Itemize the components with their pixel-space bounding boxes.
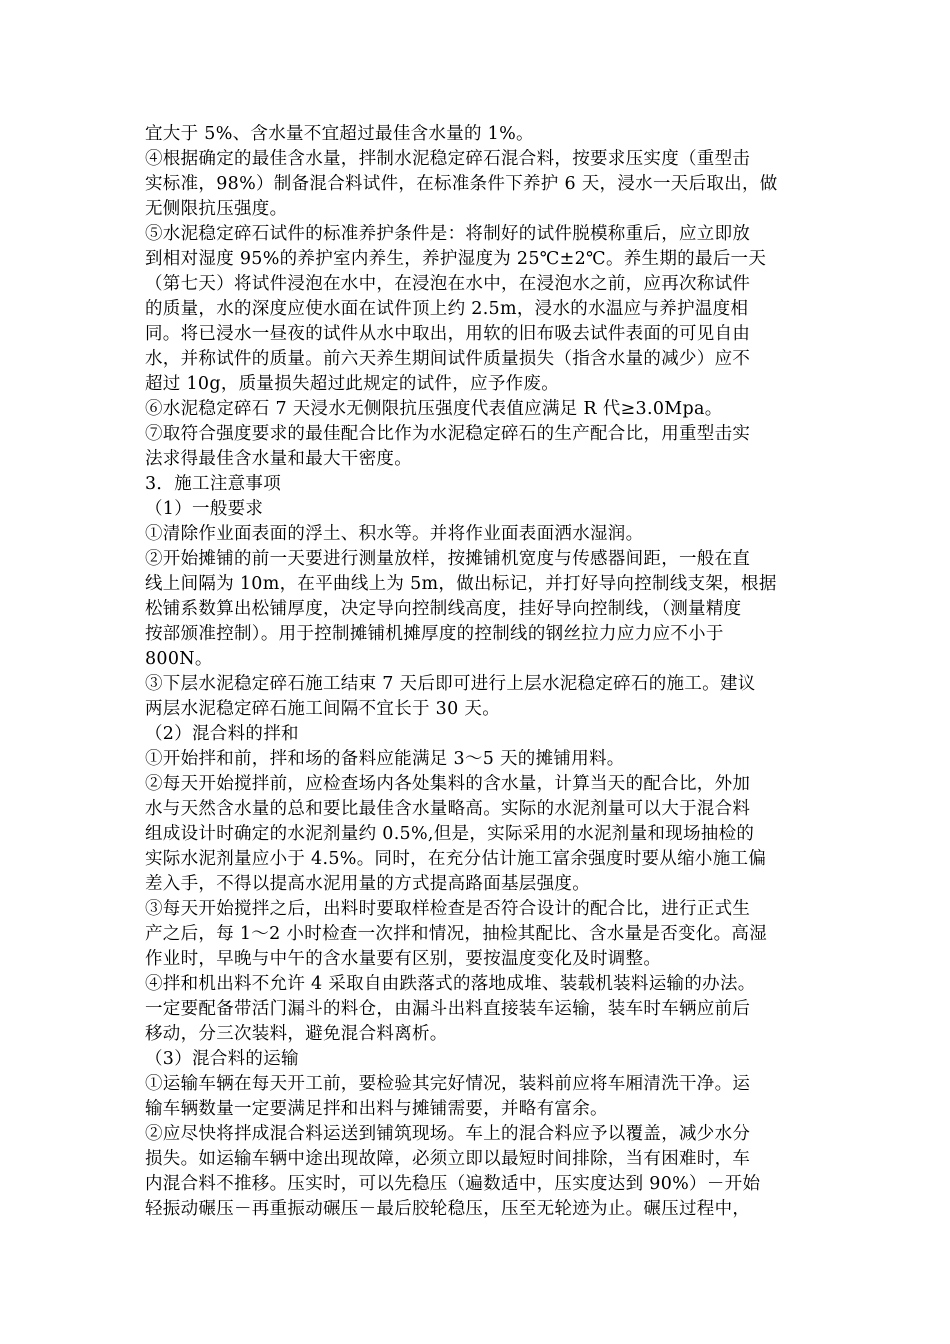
text-line: ⑤水泥稳定碎石试件的标准养护条件是：将制好的试件脱模称重后，应立即放 bbox=[145, 224, 751, 244]
text-line: ⑥水泥稳定碎石 7 天浸水无侧限抗压强度代表值应满足 R 代≥3.0Mpa。 bbox=[145, 399, 723, 419]
text-line: 按部颁准控制）。用于控制摊铺机摊厚度的控制线的钢丝拉力应力应不小于 bbox=[145, 624, 724, 644]
text-line: 移动，分三次装料，避免混合料离析。 bbox=[145, 1024, 448, 1044]
text-line: ⑦取符合强度要求的最佳配合比作为水泥稳定碎石的生产配合比，用重型击实 bbox=[145, 424, 751, 444]
text-line: 输车辆数量一定要满足拌和出料与摊铺需要，并略有富余。 bbox=[145, 1099, 608, 1119]
text-line: 水，并称试件的质量。前六天养生期间试件质量损失（指含水量的减少）应不 bbox=[145, 349, 751, 369]
document-body bbox=[145, 122, 813, 1222]
text-line: （第七天）将试件浸泡在水中，在浸泡在水中，在浸泡水之前，应再次称试件 bbox=[145, 274, 751, 294]
subsection-heading: （3）混合料的运输 bbox=[145, 1049, 299, 1069]
text-line: 实际水泥剂量应小于 4.5%。同时，在充分估计施工富余强度时要从缩小施工偏 bbox=[145, 849, 767, 869]
text-line: 轻振动碾压－再重振动碾压－最后胶轮稳压，压至无轮迹为止。碾压过程中， bbox=[145, 1199, 751, 1219]
text-line: 实标准，98%）制备混合料试件，在标准条件下养护 6 天，浸水一天后取出，做 bbox=[145, 174, 778, 194]
text-line: 一定要配备带活门漏斗的料仓，由漏斗出料直接装车运输，装车时车辆应前后 bbox=[145, 999, 751, 1019]
text-line: 宜大于 5%、含水量不宜超过最佳含水量的 1%。 bbox=[145, 124, 534, 144]
text-line: 作业时，早晚与中午的含水量要有区别，要按温度变化及时调整。 bbox=[145, 949, 662, 969]
text-line: 松铺系数算出松铺厚度，决定导向控制线高度，挂好导向控制线，（测量精度 bbox=[145, 599, 742, 619]
text-line: 800N。 bbox=[145, 649, 213, 669]
text-line: 内混合料不推移。压实时，可以先稳压（遍数适中，压实度达到 90%）－开始 bbox=[145, 1174, 761, 1194]
text-line: 损失。如运输车辆中途出现故障，必须立即以最短时间排除，当有困难时，车 bbox=[145, 1149, 751, 1169]
text-line: ①清除作业面表面的浮土、积水等。并将作业面表面洒水湿润。 bbox=[145, 524, 644, 544]
text-line: ③每天开始搅拌之后，出料时要取样检查是否符合设计的配合比，进行正式生 bbox=[145, 899, 751, 919]
text-line: 的质量，水的深度应使水面在试件顶上约 2.5m，浸水的水温应与养护温度相 bbox=[145, 299, 749, 319]
text-line: 产之后，每 1～2 小时检查一次拌和情况，抽检其配比、含水量是否变化。高湿 bbox=[145, 924, 767, 944]
text-line: 法求得最佳含水量和最大干密度。 bbox=[145, 449, 412, 469]
section-heading: 3．施工注意事项 bbox=[145, 474, 282, 494]
text-line: 水与天然含水量的总和要比最佳含水量略高。实际的水泥剂量可以大于混合料 bbox=[145, 799, 751, 819]
text-line: ③下层水泥稳定碎石施工结束 7 天后即可进行上层水泥稳定碎石的施工。建议 bbox=[145, 674, 756, 694]
subsection-heading: （1）一般要求 bbox=[145, 499, 264, 519]
text-line: ④拌和机出料不允许 4 采取自由跌落式的落地成堆、装载机装料运输的办法。 bbox=[145, 974, 756, 994]
text-line: ②每天开始搅拌前，应检查场内各处集料的含水量，计算当天的配合比，外加 bbox=[145, 774, 751, 794]
text-line: 无侧限抗压强度。 bbox=[145, 199, 288, 219]
text-line: 线上间隔为 10m，在平曲线上为 5m，做出标记，并打好导向控制线支架，根据 bbox=[145, 574, 777, 594]
text-line: 组成设计时确定的水泥剂量约 0.5%,但是，实际采用的水泥剂量和现场抽检的 bbox=[145, 824, 755, 844]
subsection-heading: （2）混合料的拌和 bbox=[145, 724, 299, 744]
text-line: ①开始拌和前，拌和场的备料应能满足 3～5 天的摊铺用料。 bbox=[145, 749, 625, 769]
text-line: 超过 10g，质量损失超过此规定的试件，应予作废。 bbox=[145, 374, 560, 394]
text-line: 两层水泥稳定碎石施工间隔不宜长于 30 天。 bbox=[145, 699, 500, 719]
text-line: 差入手，不得以提高水泥用量的方式提高路面基层强度。 bbox=[145, 874, 590, 894]
text-line: 到相对湿度 95%的养护室内养生，养护湿度为 25℃±2℃。养生期的最后一天 bbox=[145, 249, 767, 269]
text-line: ①运输车辆在每天开工前，要检验其完好情况，装料前应将车厢清洗干净。运 bbox=[145, 1074, 751, 1094]
text-line: ②应尽快将拌成混合料运送到铺筑现场。车上的混合料应予以覆盖，减少水分 bbox=[145, 1124, 751, 1144]
text-line: ②开始摊铺的前一天要进行测量放样，按摊铺机宽度与传感器间距，一般在直 bbox=[145, 549, 751, 569]
text-line: ④根据确定的最佳含水量，拌制水泥稳定碎石混合料，按要求压实度（重型击 bbox=[145, 149, 751, 169]
text-line: 同。将已浸水一昼夜的试件从水中取出，用软的旧布吸去试件表面的可见自由 bbox=[145, 324, 751, 344]
